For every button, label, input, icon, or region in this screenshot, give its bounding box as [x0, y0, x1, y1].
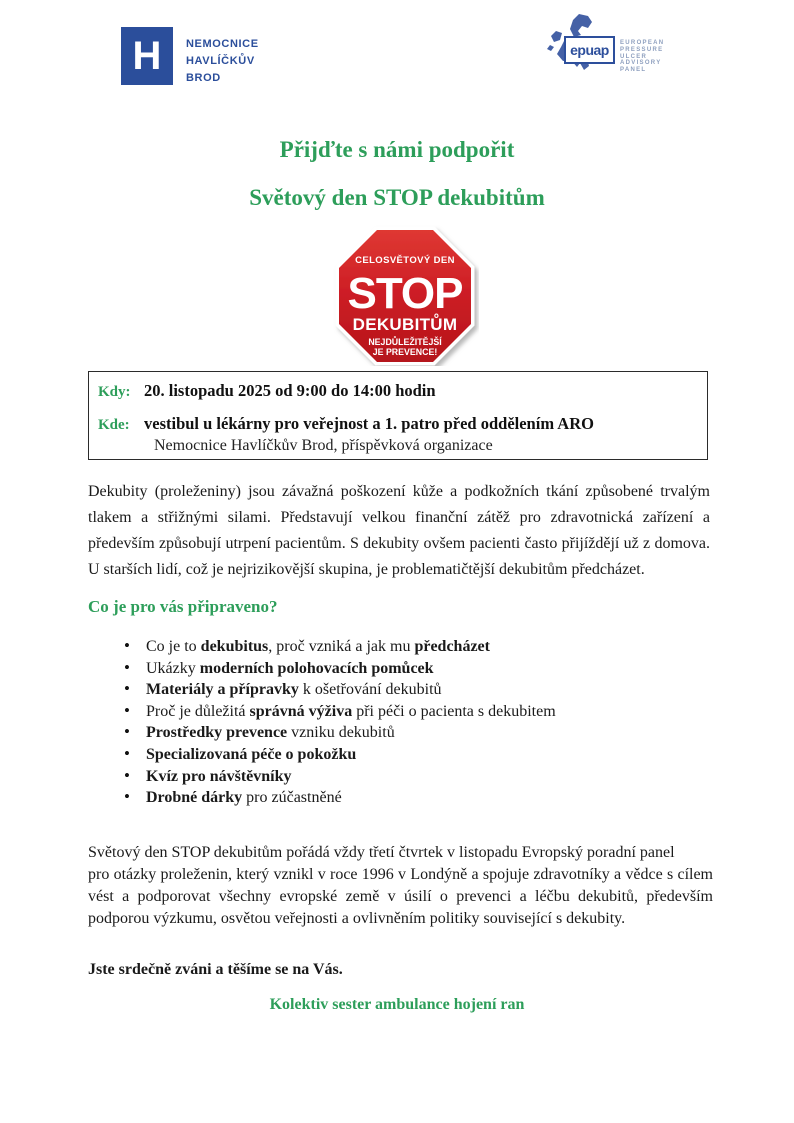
- hospital-logo-name: [186, 27, 259, 87]
- list-item-text-bold: předcházet: [414, 638, 490, 655]
- closing-line: Jste srdečně zváni a těšíme se na Vás.: [88, 961, 343, 978]
- prepared-heading: Co je pro vás připraveno?: [88, 597, 278, 616]
- stop-sign-bottom-text2: JE PREVENCE!: [372, 347, 438, 357]
- program-list-item: [122, 701, 694, 723]
- program-list-item: [122, 679, 694, 701]
- logo-text-line: BROD: [186, 72, 221, 84]
- where-value-secondary: Nemocnice Havlíčkův Brod, příspěvková organizace: [154, 437, 493, 454]
- logo-text-line: ADVISORY: [620, 60, 662, 67]
- about-paragraph-line1: Světový den STOP dekubitům pořádá vždy třetí čtvrtek v listopadu Evropský poradní panel: [88, 844, 675, 861]
- stop-sign-bottom-text1: NEJDŮLEŽITĚJŠÍ: [368, 337, 442, 347]
- program-list-item: [122, 722, 694, 744]
- epuap-logo: [544, 13, 665, 74]
- epuap-panel-name: [620, 40, 664, 74]
- epuap-acronym: epuap: [564, 36, 615, 64]
- page-title-line2: Světový den STOP dekubitům: [249, 185, 545, 210]
- program-list-item: [122, 787, 694, 809]
- where-label: Kde:: [98, 417, 130, 433]
- hospital-logo: [121, 27, 259, 87]
- program-list-item: [122, 636, 694, 658]
- event-place-row: [98, 414, 697, 434]
- stop-sign-sub-text: DEKUBITŮM: [352, 315, 458, 334]
- list-item-text-bold: správná výživa: [249, 702, 353, 720]
- list-item-text: Proč je důležitá: [146, 702, 250, 720]
- intro-paragraph: Dekubity (proleženiny) jsou závažná poškození kůže a podkožních tkání způsobené trvalým tlakem a střižnými silami. Představují velkou finanční zátěž pro zdravotnická zařízení a především způsobují utrpení pacientům. S dekubity ovšem pacienti často přijíždějí už z domova. U starších lidí, což je nejrizikovější skupina, je problematičtější dekubitům předcházet.: [88, 483, 710, 578]
- logo-text-line: EUROPEAN: [620, 40, 665, 46]
- list-item-text: Ukázky: [146, 659, 200, 677]
- logo-text-line: PANEL: [620, 67, 647, 74]
- list-item-text-bold: Drobné dárky: [146, 789, 243, 807]
- hospital-logo-icon: H: [121, 27, 173, 85]
- stop-sign-main-text: STOP: [347, 269, 463, 318]
- event-date-row: [98, 381, 697, 401]
- list-item-text-bold: dekubitus: [200, 638, 269, 655]
- stop-sign-top-text: CELOSVĚTOVÝ DEN: [355, 255, 455, 266]
- list-item-text: při péči o pacienta s dekubitem: [352, 702, 556, 720]
- list-item-text: pro zúčastněné: [242, 789, 342, 807]
- about-paragraph: [88, 842, 713, 930]
- list-item-text: vzniku dekubitů: [287, 724, 395, 742]
- list-item-text-bold: Kvíz pro návštěvníky: [146, 767, 292, 785]
- list-item-text-bold: Prostředky prevence: [146, 724, 288, 742]
- when-value: 20. listopadu 2025 od 9:00 do 14:00 hodin: [144, 381, 436, 400]
- logo-text-line: ULCER: [620, 53, 648, 60]
- signature-line: Kolektiv sester ambulance hojení ran: [269, 996, 525, 1013]
- list-item-text-bold: Materiály a přípravky: [146, 681, 299, 699]
- list-item-text-bold: moderních polohovacích pomůcek: [199, 659, 434, 677]
- program-list-item: [122, 766, 694, 788]
- list-item-text: k ošetřování dekubitů: [298, 681, 442, 699]
- program-list: [122, 636, 694, 809]
- about-paragraph-rest: pro otázky proleženin, který vznikl v roce 1996 v Londýně a spojuje zdravotníky a vědce s cílem vést a podporovat všechny evropské země v úsilí o prevenci a léčbu dekubitů, především podporou výzkumu, osvětou veřejnosti a ovlivněním politiky související s dekubity.: [88, 866, 713, 927]
- list-item-text: Co je to: [146, 638, 201, 655]
- logo-text-line: NEMOCNICE: [186, 38, 259, 50]
- page-title-line1: Přijďte s námi podpořit: [279, 137, 515, 162]
- where-value: vestibul u lékárny pro veřejnost a 1. patro před oddělením ARO: [144, 414, 594, 433]
- logo-text-line: PRESSURE: [620, 46, 664, 53]
- program-list-item: [122, 658, 694, 680]
- stop-sign-image: [333, 224, 479, 366]
- list-item-text: , proč vzniká a jak mu: [268, 638, 415, 655]
- logo-text-line: HAVLÍČKŮV: [186, 55, 255, 67]
- when-label: Kdy:: [98, 384, 131, 400]
- list-item-text-bold: Specializovaná péče o pokožku: [146, 745, 357, 763]
- program-list-item: [122, 744, 694, 766]
- event-info-box: [88, 371, 708, 460]
